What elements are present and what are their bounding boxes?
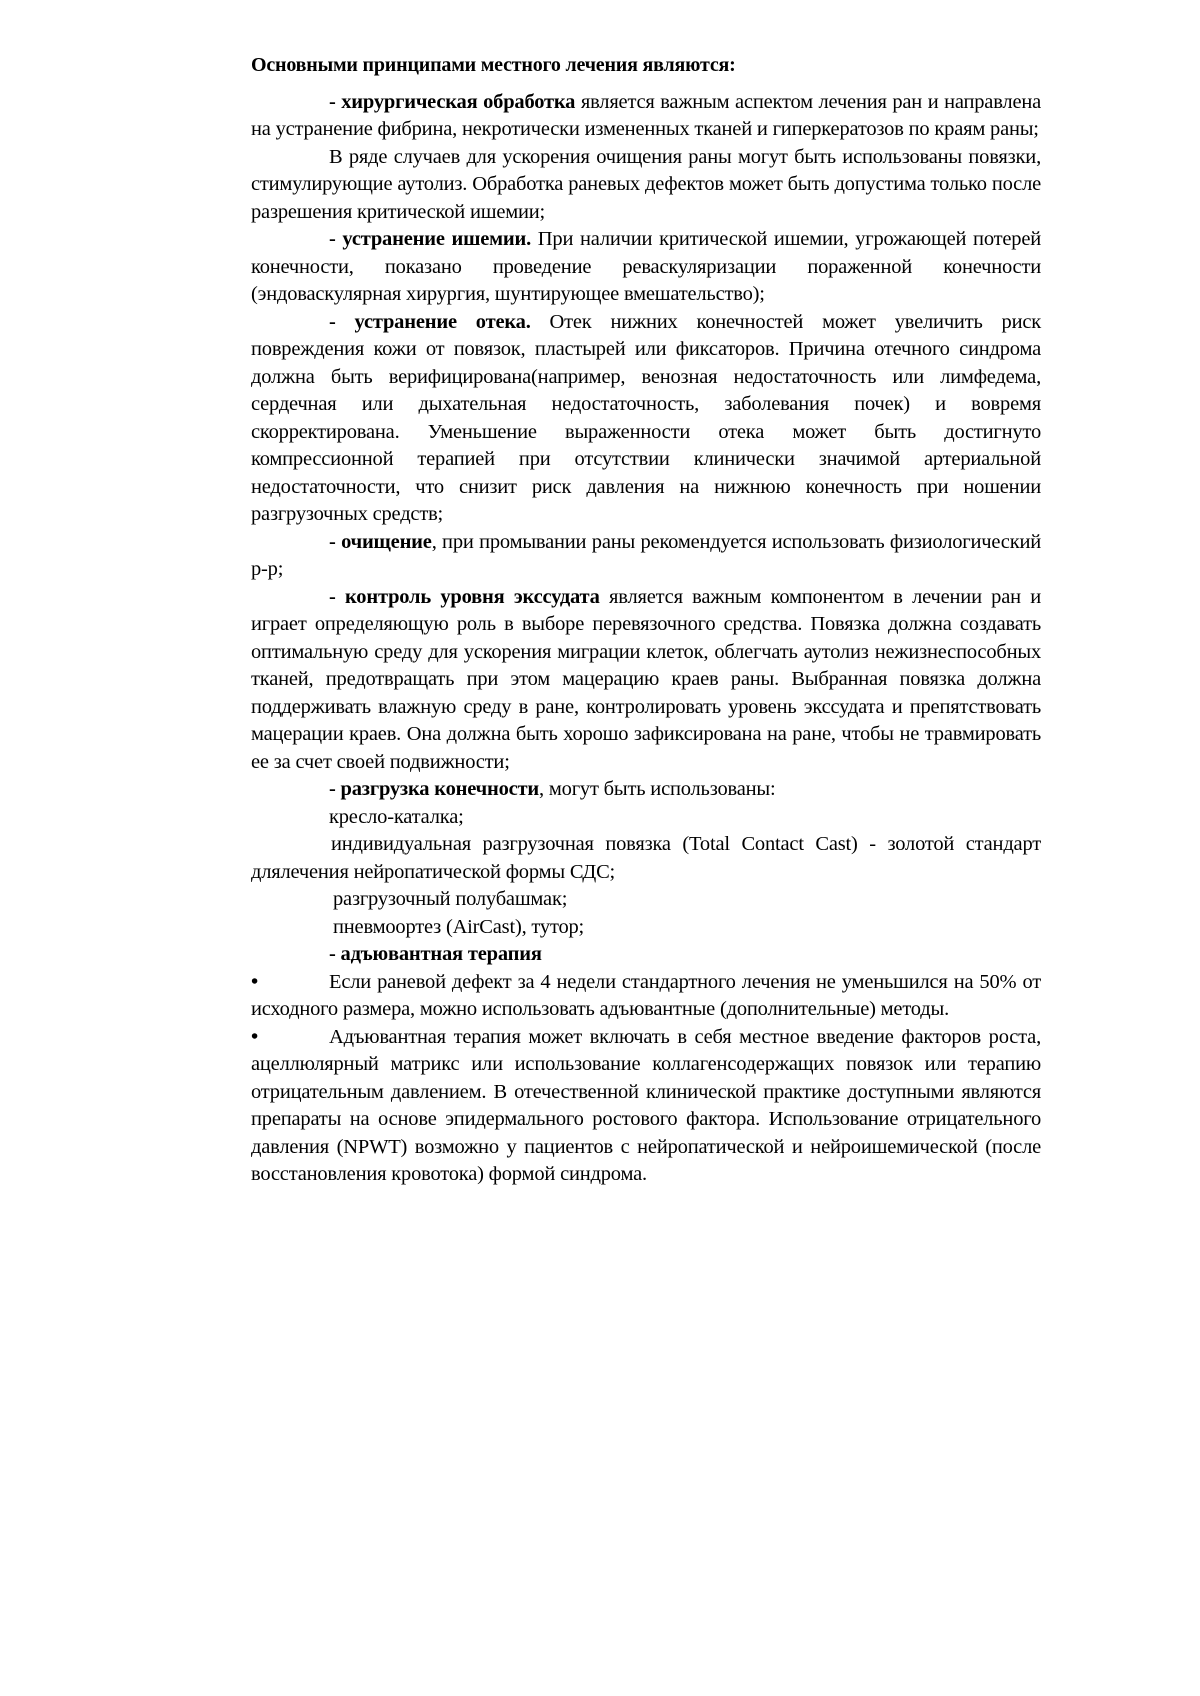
bullet-icon: • xyxy=(251,1025,258,1048)
paragraph-ischemia xyxy=(251,226,1041,309)
paragraph-ischemia-lead: - устранение ишемии. xyxy=(329,228,532,250)
paragraph-exudate-lead: - контроль уровня экссудата xyxy=(329,585,600,608)
paragraph-offloading-lead: - разгрузка конечности xyxy=(329,778,540,800)
paragraph-edema-lead: - устранение отека. xyxy=(329,310,531,333)
paragraph-cleansing xyxy=(251,529,1041,584)
adjuvant-bullet-1-text: Если раневой дефект за 4 недели стандартного лечения не уменьшился на 50% от исходного размера, можно использовать адъювантные (дополнительные) методы. xyxy=(251,970,1041,1020)
paragraph-offloading-text: , могут быть использованы: xyxy=(539,778,776,800)
paragraph-surgical-lead: - хирургическая обработка xyxy=(329,90,576,113)
paragraph-offloading xyxy=(251,776,1041,804)
paragraph-ischemia-text: При наличии критической ишемии, угрожающей потерей конечности, показано проведение реваскуляризации пораженной конечности (эндоваскулярная хирургия, шунтирующее вмешательство); xyxy=(251,228,1041,305)
paragraph-surgical-note: В ряде случаев для ускорения очищения раны могут быть использованы повязки, стимулирующие аутолиз. Обработка раневых дефектов может быть допустима только после разрешения критической ишемии; xyxy=(251,145,1041,223)
adjuvant-bullet-2-text: Адъювантная терапия может включать в себя местное введение факторов роста, ацеллюлярный матрикс или использование коллагенсодержащих повязок или терапию отрицательным давлением. В отечественной клинической практике доступными являются препараты на основе эпидермального ростового фактора. Использование отрицательного давления (NPWT) возможно у пациентов с нейропатической и нейроишемической (после восстановления кровотока) формой синдрома. xyxy=(251,1025,1041,1185)
paragraph-edema xyxy=(251,309,1041,529)
offloading-item-wheelchair: кресло-каталка; xyxy=(329,805,464,828)
offloading-item-aircast: пневмоортез (AirCast), тутор; xyxy=(333,915,585,938)
bullet-icon: • xyxy=(251,970,258,993)
paragraph-edema-text: Отек нижних конечностей может увеличить риск повреждения кожи от повязок, пластырей или фиксаторов. Причина отечного синдрома должна быть верифицирована(например, венозная недостаточность или лимфедема, сердечная или дыхательная недостаточность, заболевания почек) и вовремя скорректирована. Уменьшение выраженности отека может быть достигнуто компрессионной терапией при отсутствии клинически значимой артериальной недостаточности, что снизит риск давления на нижнюю конечность при ношении разгрузочных средств; xyxy=(251,310,1042,525)
adjuvant-bullet-1 xyxy=(251,969,1041,1024)
offloading-item-half-shoe: разгрузочный полубашмак; xyxy=(333,888,568,910)
paragraph-cleansing-lead: - очищение xyxy=(329,530,432,553)
offloading-item-total-contact-cast: индивидуальная разгрузочная повязка (Total Contact Cast) - золотой стандарт длялечения нейропатической формы СДС; xyxy=(251,833,1041,883)
paragraph-surgical-text: является важным аспектом лечения ран и направлена на устранение фибрина, некротически измененных тканей и гиперкератозов по краям раны; xyxy=(251,90,1042,140)
paragraph-adjuvant-heading xyxy=(251,941,1041,969)
paragraph-cleansing-text: , при промывании раны рекомендуется использовать физиологический р-р; xyxy=(251,530,1041,580)
document-page xyxy=(251,52,1041,1189)
paragraph-exudate-text: является важным компонентом в лечении ран и играет определяющую роль в выборе перевязочного средства. Повязка должна создавать оптимальную среду для ускорения миграции клеток, облегчать аутолиз нежизнеспособных тканей, предотвращать при этом мацерацию краев раны. Выбранная повязка должна поддерживать влажную среду в ране, контролировать уровень экссудата и препятствовать мацерации краев. Она должна быть хорошо зафиксирована на ране, чтобы не травмировать ее за счет своей подвижности; xyxy=(251,585,1041,773)
paragraph-surgical xyxy=(251,89,1041,144)
paragraph-adjuvant-lead: - адъювантная терапия xyxy=(329,943,542,965)
adjuvant-bullet-2 xyxy=(251,1024,1041,1189)
paragraph-exudate xyxy=(251,584,1041,777)
section-heading: Основными принципами местного лечения являются: xyxy=(251,54,736,76)
